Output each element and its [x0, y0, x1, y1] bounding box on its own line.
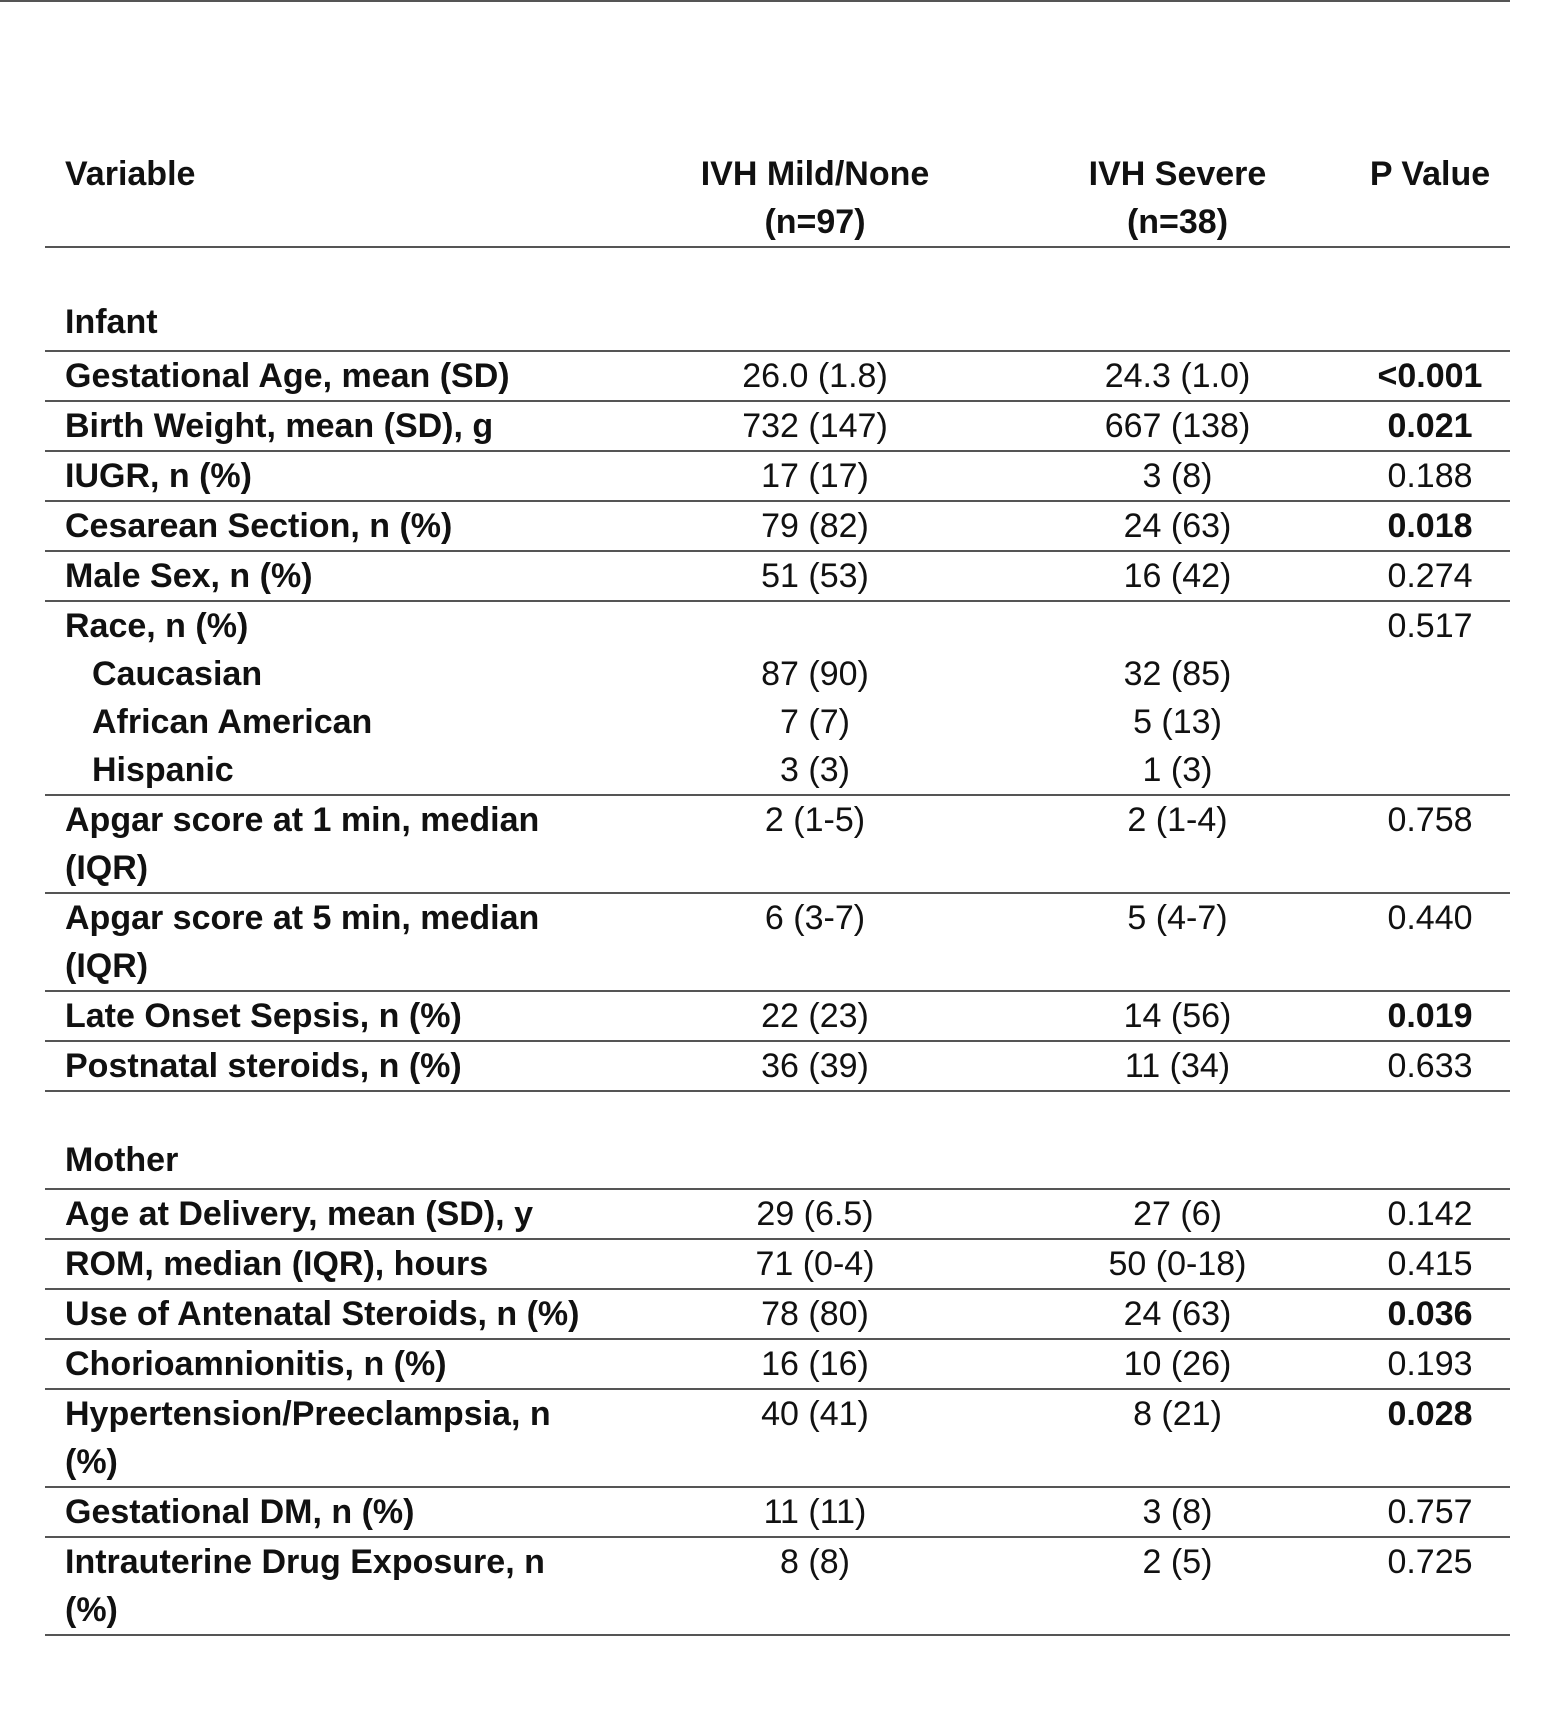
header-ivh-severe-n: (n=38): [1126, 203, 1229, 241]
cell-severe: 16 (42): [1005, 551, 1350, 601]
cell-severe: 32 (85): [1123, 655, 1232, 693]
cell-p-value: 0.725: [1350, 1537, 1510, 1635]
row-label: ROM, median (IQR), hours: [45, 1239, 625, 1289]
header-variable: Variable: [45, 150, 625, 247]
cell-mild: 29 (6.5): [625, 1189, 1005, 1239]
cell-severe: 27 (6): [1005, 1189, 1350, 1239]
row-label-line: Apgar score at 5 min, median: [65, 899, 540, 937]
cell-severe: 8 (21): [1005, 1389, 1350, 1487]
header-ivh-mild-n: (n=97): [764, 203, 866, 241]
table-row: [45, 1041, 1510, 1091]
row-label: Hispanic: [45, 746, 625, 795]
cell-mild: 11 (11): [625, 1487, 1005, 1537]
table-row: [45, 698, 1510, 746]
table-row: [45, 1339, 1510, 1389]
row-label: Postnatal steroids, n (%): [45, 1041, 625, 1091]
table-row: [45, 1537, 1510, 1635]
cell-p-value: 0.036: [1350, 1289, 1510, 1339]
cell-p-value: <0.001: [1350, 351, 1510, 401]
cell-p-value: [1350, 650, 1510, 698]
table-row: [45, 1189, 1510, 1239]
table-row: [45, 1289, 1510, 1339]
cell-mild: 7 (7): [780, 703, 850, 741]
cell-severe: 5 (13): [1133, 703, 1222, 741]
top-rule: [0, 0, 1510, 2]
row-label: IUGR, n (%): [45, 451, 625, 501]
header-ivh-severe: [1005, 150, 1350, 247]
header-ivh-mild: [625, 150, 1005, 247]
header-ivh-mild-title: IVH Mild/None: [700, 155, 930, 193]
cell-mild: 17 (17): [625, 451, 1005, 501]
cell-severe: [1005, 601, 1350, 650]
row-label: Gestational Age, mean (SD): [45, 351, 625, 401]
cell-p-value: 0.440: [1350, 893, 1510, 991]
row-label-line: Hypertension/Preeclampsia, n: [65, 1395, 551, 1433]
row-label: Cesarean Section, n (%): [45, 501, 625, 551]
table-row: [45, 893, 1510, 991]
cell-severe: 2 (5): [1005, 1537, 1350, 1635]
row-label: [45, 795, 625, 893]
cell-mild: [625, 601, 1005, 650]
row-label-line: (%): [65, 1443, 118, 1481]
cell-mild: 40 (41): [625, 1389, 1005, 1487]
cell-severe: 10 (26): [1005, 1339, 1350, 1389]
row-label: Gestational DM, n (%): [45, 1487, 625, 1537]
cell-mild: 8 (8): [625, 1537, 1005, 1635]
row-label-line: Apgar score at 1 min, median: [65, 801, 540, 839]
cell-mild: 6 (3-7): [625, 893, 1005, 991]
cell-mild: 3 (3): [625, 746, 1005, 795]
cell-p-value: [1350, 746, 1510, 795]
row-label-line: (%): [65, 1591, 118, 1629]
cell-p-value: 0.021: [1350, 401, 1510, 451]
cell-p-value: 0.274: [1350, 551, 1510, 601]
table-row: [45, 746, 1510, 795]
cell-severe: 50 (0-18): [1005, 1239, 1350, 1289]
cell-p-value: 0.757: [1350, 1487, 1510, 1537]
spacer-row: [45, 1091, 1510, 1136]
cell-mild: 51 (53): [625, 551, 1005, 601]
table-row: [45, 451, 1510, 501]
cell-mild: 22 (23): [625, 991, 1005, 1041]
table-row: [45, 501, 1510, 551]
table-row: [45, 650, 1510, 698]
row-label: Male Sex, n (%): [45, 551, 625, 601]
cell-severe: 3 (8): [1005, 451, 1350, 501]
cell-severe: 24.3 (1.0): [1005, 351, 1350, 401]
cell-p-value: 0.188: [1350, 451, 1510, 501]
cell-severe: 14 (56): [1005, 991, 1350, 1041]
row-label: Age at Delivery, mean (SD), y: [45, 1189, 625, 1239]
cell-severe: 11 (34): [1005, 1041, 1350, 1091]
cell-severe: 5 (4-7): [1005, 893, 1350, 991]
spacer-row: [45, 247, 1510, 298]
table-row: [45, 991, 1510, 1041]
table-row: [45, 601, 1510, 650]
section-mother: [45, 1136, 1510, 1189]
cell-severe: 1 (3): [1005, 746, 1350, 795]
cell-mild: 87 (90): [761, 655, 869, 693]
table-row: [45, 1239, 1510, 1289]
table-row: [45, 351, 1510, 401]
cell-mild: 79 (82): [625, 501, 1005, 551]
row-label: African American: [92, 703, 373, 741]
cell-severe: 24 (63): [1005, 1289, 1350, 1339]
cell-severe: 3 (8): [1005, 1487, 1350, 1537]
row-label: Use of Antenatal Steroids, n (%): [45, 1289, 625, 1339]
cell-mild: 26.0 (1.8): [625, 351, 1005, 401]
header-row: [45, 150, 1510, 247]
row-label-line: (IQR): [65, 947, 149, 985]
cell-p-value: 0.019: [1350, 991, 1510, 1041]
cell-mild: 78 (80): [625, 1289, 1005, 1339]
row-label: Birth Weight, mean (SD), g: [45, 401, 625, 451]
row-label: [45, 1389, 625, 1487]
cell-p-value: [1350, 698, 1510, 746]
cell-severe: 2 (1-4): [1005, 795, 1350, 893]
section-label-mother: Mother: [45, 1136, 1510, 1189]
row-label: Race, n (%): [65, 607, 249, 645]
row-label-line: (IQR): [65, 849, 149, 887]
cell-p-value: 0.415: [1350, 1239, 1510, 1289]
cell-mild: 36 (39): [625, 1041, 1005, 1091]
cell-severe: 667 (138): [1005, 401, 1350, 451]
table-row: [45, 1389, 1510, 1487]
row-label: [45, 1537, 625, 1635]
row-label: [45, 893, 625, 991]
row-label: Late Onset Sepsis, n (%): [45, 991, 625, 1041]
cell-mild: 2 (1-5): [625, 795, 1005, 893]
table-row: [45, 551, 1510, 601]
cell-mild: 732 (147): [625, 401, 1005, 451]
cell-p-value: 0.633: [1350, 1041, 1510, 1091]
cell-p-value: 0.517: [1387, 607, 1473, 645]
cell-p-value: 0.142: [1350, 1189, 1510, 1239]
table-row: [45, 795, 1510, 893]
header-p-value: P Value: [1350, 150, 1510, 247]
row-label-line: Intrauterine Drug Exposure, n: [65, 1543, 545, 1581]
header-ivh-severe-title: IVH Severe: [1088, 155, 1267, 193]
row-label: Caucasian: [92, 655, 263, 693]
cell-mild: 16 (16): [625, 1339, 1005, 1389]
row-label: Chorioamnionitis, n (%): [45, 1339, 625, 1389]
section-infant: [45, 298, 1510, 351]
section-label-infant: Infant: [45, 298, 1510, 351]
characteristics-table: [45, 150, 1510, 1636]
cell-p-value: 0.758: [1350, 795, 1510, 893]
cell-severe: 24 (63): [1005, 501, 1350, 551]
cell-p-value: 0.193: [1350, 1339, 1510, 1389]
cell-p-value: 0.018: [1350, 501, 1510, 551]
cell-p-value: 0.028: [1350, 1389, 1510, 1487]
table-row: [45, 401, 1510, 451]
table-row: [45, 1487, 1510, 1537]
cell-mild: 71 (0-4): [625, 1239, 1005, 1289]
